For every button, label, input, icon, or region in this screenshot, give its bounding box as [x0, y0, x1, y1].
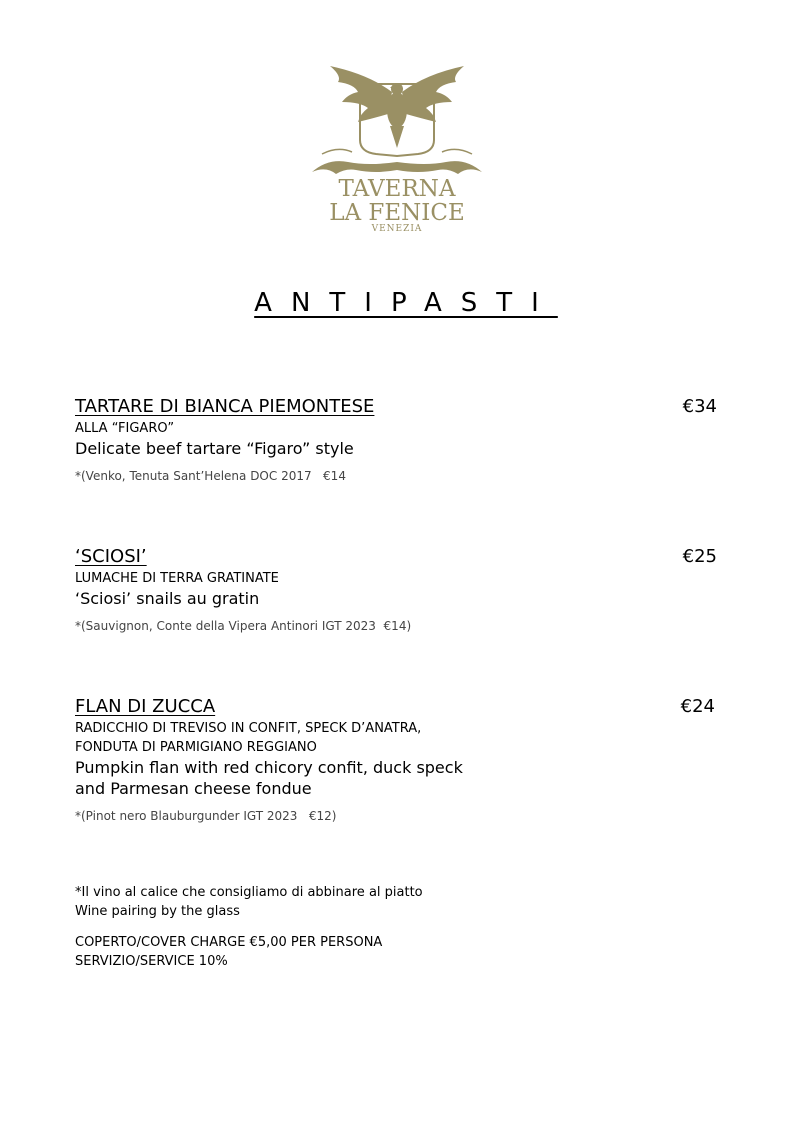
wine-pairing: *(Sauvignon, Conte della Vipera Antinori IGT 2023 €14) [75, 619, 412, 633]
section-title: ANTIPASTI [254, 288, 558, 318]
dish-name: FLAN DI ZUCCA [75, 696, 216, 717]
dish-price: €24 [680, 696, 715, 717]
wine-note [75, 883, 423, 921]
wine-pairing: *(Pinot nero Blauburgunder IGT 2023 €12) [75, 809, 337, 823]
brand-name-line1: TAVERNA [338, 176, 456, 202]
dish-name: ‘SCIOSI’ [75, 546, 147, 567]
dish-price: €34 [682, 396, 717, 417]
charges-note [75, 933, 382, 971]
dish-name: TARTARE DI BIANCA PIEMONTESE [75, 396, 375, 417]
dish-english-description: Pumpkin flan with red chicory confit, duck speck [75, 758, 463, 777]
wine-pairing: *(Venko, Tenuta Sant’Helena DOC 2017 €14 [75, 469, 346, 483]
dish-english-description: and Parmesan cheese fondue [75, 779, 312, 798]
wine-note-english: Wine pairing by the glass [75, 904, 240, 919]
dish-english-description: ‘Sciosi’ snails au gratin [75, 589, 260, 608]
restaurant-logo [308, 62, 486, 242]
dish-italian-description: RADICCHIO DI TREVISO IN CONFIT, SPECK D’ANATRA, [75, 721, 422, 736]
menu-item [75, 546, 725, 634]
dish-italian-description: ALLA “FIGARO” [75, 421, 175, 436]
dish-english-description: Delicate beef tartare “Figaro” style [75, 439, 354, 458]
dish-price: €25 [682, 546, 717, 567]
phoenix-crest-icon [308, 62, 486, 182]
menu-item [75, 696, 725, 824]
brand-name-line2: LA FENICE [329, 200, 465, 226]
dish-italian-description: FONDUTA DI PARMIGIANO REGGIANO [75, 740, 317, 755]
menu-item [75, 396, 725, 484]
cover-charge: COPERTO/COVER CHARGE €5,00 PER PERSONA [75, 935, 383, 950]
dish-italian-description: LUMACHE DI TERRA GRATINATE [75, 571, 279, 586]
service-charge: SERVIZIO/SERVICE 10% [75, 954, 228, 969]
brand-city: VENEZIA [371, 224, 423, 234]
wine-note-italian: *Il vino al calice che consigliamo di abbinare al piatto [75, 885, 423, 900]
